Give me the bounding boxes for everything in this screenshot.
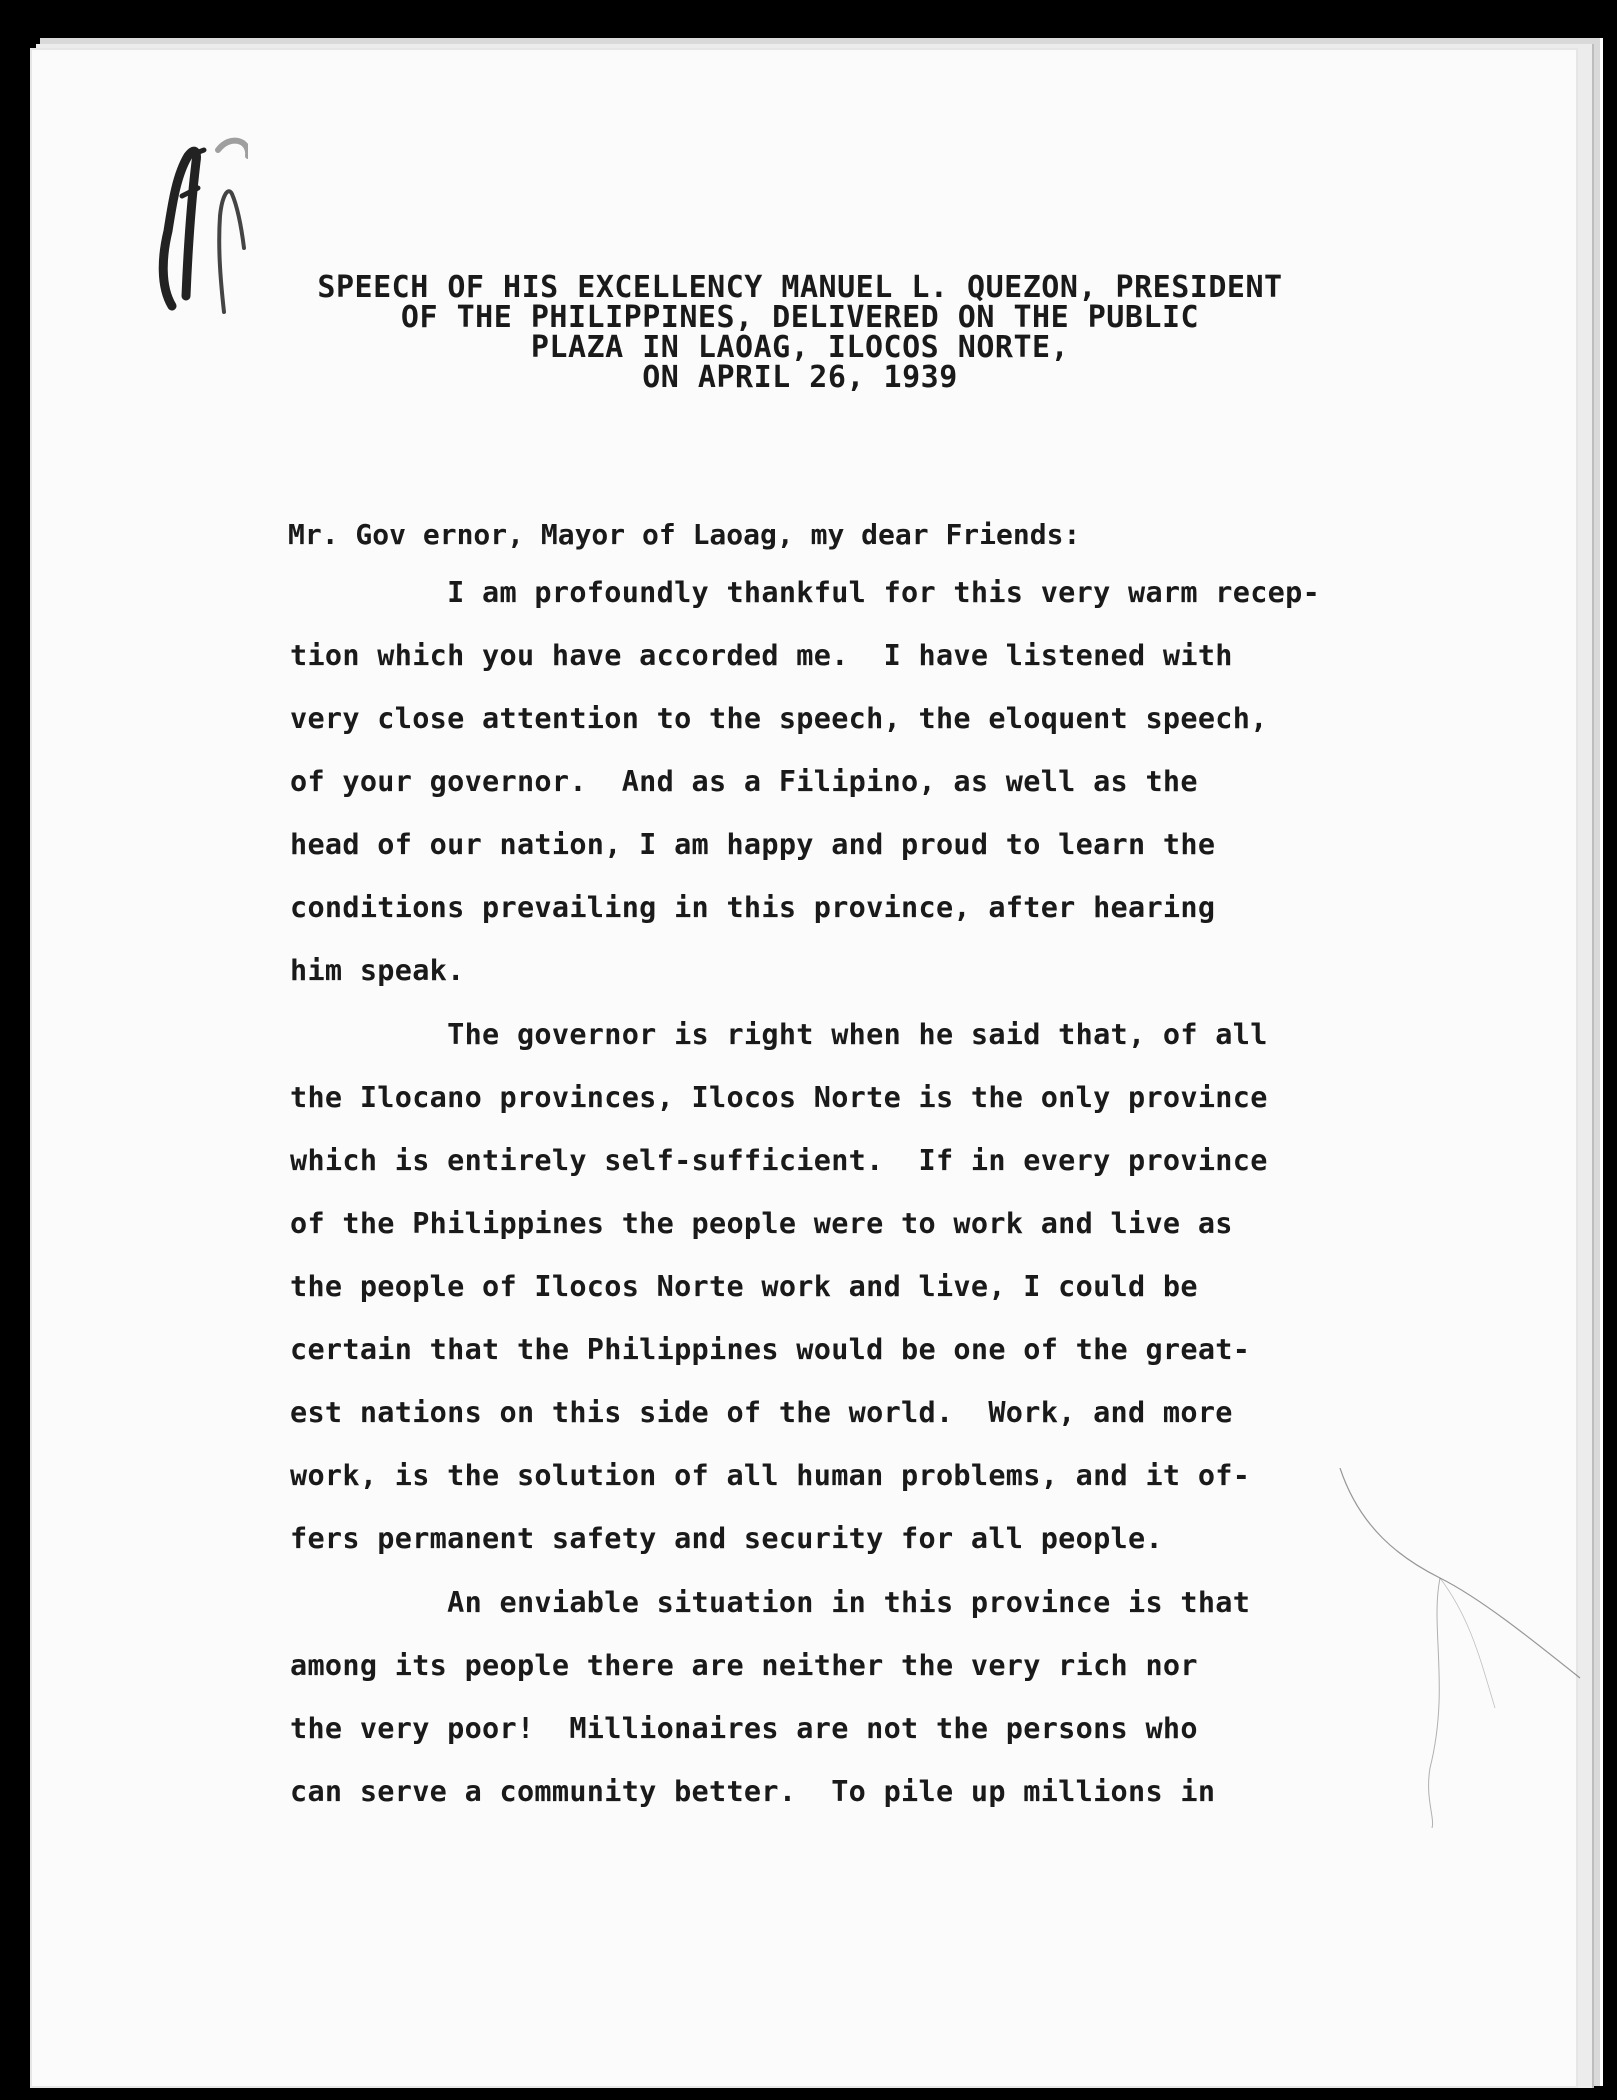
body-line: the very poor! Millionaires are not the persons who [290, 1712, 1198, 1745]
body-line: I am profoundly thankful for this very warm recep- [290, 576, 1321, 609]
body-line: the Ilocano provinces, Ilocos Norte is the only province [290, 1081, 1268, 1114]
document-content [30, 48, 1578, 2088]
body-line: certain that the Philippines would be one of the great- [290, 1333, 1251, 1366]
body-line: head of our nation, I am happy and proud to learn the [290, 828, 1216, 861]
body-line: very close attention to the speech, the eloquent speech, [290, 702, 1268, 735]
title-line: ON APRIL 26, 1939 [642, 360, 958, 395]
body-line: of the Philippines the people were to work and live as [290, 1207, 1233, 1240]
body-line: of your governor. And as a Filipino, as well as the [290, 765, 1198, 798]
title-line: OF THE PHILIPPINES, DELIVERED ON THE PUBLIC [400, 300, 1200, 335]
body-line: him speak. [290, 954, 465, 987]
body-line: can serve a community better. To pile up millions in [290, 1775, 1216, 1808]
body-line: est nations on this side of the world. Work, and more [290, 1396, 1233, 1429]
body-line: fers permanent safety and security for all people. [290, 1522, 1163, 1555]
body-line: the people of Ilocos Norte work and live, I could be [290, 1270, 1198, 1303]
body-line: tion which you have accorded me. I have listened with [290, 639, 1233, 672]
body-line: work, is the solution of all human problems, and it of- [290, 1459, 1251, 1492]
document-page [30, 48, 1578, 2088]
title-line: PLAZA IN LAOAG, ILOCOS NORTE, [530, 330, 1070, 365]
salutation: Mr. Gov ernor, Mayor of Laoag, my dear Friends: [288, 518, 1081, 551]
body-line: The governor is right when he said that, of all [290, 1018, 1268, 1051]
title-line: SPEECH OF HIS EXCELLENCY MANUEL L. QUEZON, PRESIDENT [317, 270, 1283, 305]
body-line: conditions prevailing in this province, after hearing [290, 891, 1216, 924]
speech-title [230, 270, 1370, 395]
body-line: An enviable situation in this province is that [290, 1586, 1251, 1619]
body-line: among its people there are neither the very rich nor [290, 1649, 1198, 1682]
body-line: which is entirely self-sufficient. If in every province [290, 1144, 1268, 1177]
